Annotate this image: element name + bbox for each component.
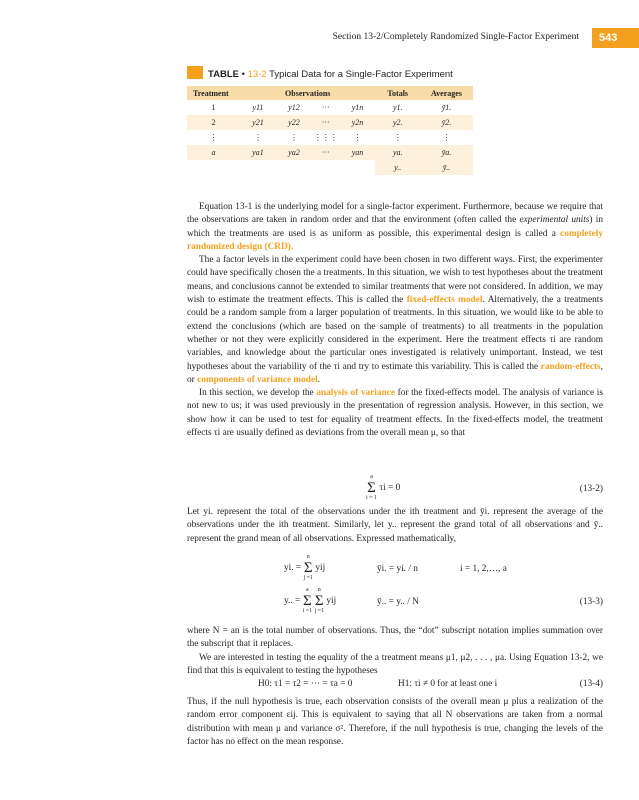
equation-13-3a-mean: ȳi. = yi. / n [377, 564, 418, 574]
table-cell: ȳa. [420, 145, 473, 160]
running-title: Section 13-2/Completely Randomized Single-Factor Experiment [332, 32, 579, 42]
equation-13-3b: y.. = a Σ i =1 n Σ j =1 yij [284, 587, 337, 614]
table-cell: ⋮ [289, 133, 298, 142]
equation-13-3a-range: i = 1, 2,…, a [460, 564, 507, 574]
caption-square-icon [187, 66, 203, 79]
term-random-effects: random-effects [540, 361, 601, 372]
table-cell: ȳ1. [441, 103, 452, 112]
table-row [187, 145, 473, 160]
table-cell: ⋮ [353, 133, 362, 142]
table-row [187, 100, 473, 115]
body-text [187, 696, 603, 749]
table-cell: y1n [351, 103, 364, 112]
table-cell: y12 [288, 103, 300, 112]
table-cell: ⋮ [253, 133, 262, 142]
equation-number: (13-4) [579, 679, 603, 689]
running-header [0, 28, 639, 48]
table-cell: ··· [312, 145, 340, 160]
table-cell: y1. [392, 103, 403, 112]
header-totals: Totals [375, 86, 419, 100]
paragraph: Let yi. represent the total of the observations under the ith treatment and ȳi. represent the average of the observations under the ith treatment. Similarly, let y.. represent the grand total of all observations and ȳ.. represent the grand mean of all observations. Expressed mathematically, [187, 507, 603, 544]
data-table [187, 86, 473, 175]
table-cell: ȳ2. [420, 115, 473, 130]
table-cell: ··· [312, 115, 340, 130]
table-cell: 1 [211, 103, 216, 112]
term-fixed-effects: fixed-effects model [406, 295, 483, 306]
table-row [187, 115, 473, 130]
header-observations: Observations [240, 86, 376, 100]
table-number: 13-2 [247, 69, 267, 80]
table-cell: ··· [321, 103, 330, 112]
paragraph: Equation 13-1 is the underlying model for a single-factor experiment. Furthermore, because we require that the observations are taken in random order and that the environment (often called the experimental units) in which the treatments are used is as uniform as possible, this experimental design is called a completely randomized design (CRD). [187, 202, 604, 252]
equation-13-4-h1: H1: τi ≠ 0 for at least one i [398, 679, 498, 689]
table-row [187, 130, 473, 145]
table-grand-row [187, 160, 473, 175]
grand-total: y.. [375, 160, 419, 175]
paragraph: where N = an is the total number of observations. Thus, the “dot” subscript notation implies summation over the subscript that it replaces. [187, 626, 603, 650]
page-number: 543 [592, 28, 639, 48]
table-cell: y2n [339, 115, 375, 130]
table-cell: ya1 [240, 145, 276, 160]
table-cell: yan [339, 145, 375, 160]
table-cell: 2 [187, 115, 240, 130]
table-label: TABLE [208, 69, 239, 80]
term-components-of-variance: components of variance model [197, 374, 318, 385]
equation-13-3b-mean: ȳ.. = y.. / N [377, 597, 419, 607]
term-crd: completely randomized design (CRD). [187, 228, 603, 252]
table-cell: ya. [375, 145, 419, 160]
table-header-row [187, 86, 473, 100]
table-cell: y11 [252, 103, 264, 112]
table-cell: ⋮ [209, 133, 218, 142]
table-bullet: • [241, 69, 245, 80]
paragraph: Thus, if the null hypothesis is true, each observation consists of the overall mean μ plus a realization of the random error component εij. This is equivalent to saying that all N observations are taken from a normal distribution with mean μ and variance σ². Therefore, if the null hypothesis is true, changing the levels of the factor has no effect on the mean response. [187, 697, 603, 747]
equation-number: (13-2) [579, 484, 603, 494]
table-cell: ⋮ [393, 133, 402, 142]
table-cell: y2. [375, 115, 419, 130]
table-cell: a [187, 145, 240, 160]
paragraph: In this section, we develop the analysis of variance for the fixed-effects model. The analysis of variance is not new to us; it was used previously in the presentation of regression analysis. However, in this section, we show how it can be used to test for equality of treatment effects. In the fixed-effects model, the treatment effects τi are usually defined as deviations from the overall mean μ, so that [187, 388, 603, 439]
equation-13-2: a Σ i = 1 τi = 0 [366, 474, 401, 501]
table-cell: y22 [276, 115, 312, 130]
grand-mean: ȳ.. [420, 160, 473, 175]
header-averages: Averages [420, 86, 473, 100]
equation-number: (13-3) [579, 597, 603, 607]
table-caption [187, 66, 453, 80]
body-text [187, 506, 603, 546]
header-treatment: Treatment [187, 86, 240, 100]
table-cell: ⋮ [442, 133, 451, 142]
equation-13-3a: yi. = n Σ j =1 yij [284, 554, 326, 581]
equation-13-4-h0: H0: τ1 = τ2 = ··· = τa = 0 [258, 679, 353, 689]
table-caption-text: Typical Data for a Single-Factor Experiment [269, 69, 453, 80]
table-cell: ya2 [276, 145, 312, 160]
paragraph: We are interested in testing the equality of the a treatment means μ1, μ2, . . . , μa. Using Equation 13-2, we find that this is equivalent to testing the hypotheses [187, 652, 603, 676]
term-anova: analysis of variance [316, 388, 395, 399]
table-cell: y21 [240, 115, 276, 130]
table-cell: ⋮⋮⋮ [313, 133, 338, 142]
body-text [187, 201, 603, 440]
body-text [187, 625, 603, 678]
paragraph: The a factor levels in the experiment could have been chosen in two different ways. First, the experimenter could have specifically chosen the a treatments. In this situation, we wish to test hypotheses about the treatment means, and conclusions cannot be extended to similar treatments that were not considered. In addition, we may wish to estimate the treatment effects. This is called the fixed-effects model. Alternatively, the a treatments could be a random sample from a larger population of treatments. In this situation, we would like to be able to extend the conclusions (which are based on the sample of treatments) to all treatments in the population whether or not they were explicitly considered in the experiment. Here the treatment effects τi are random variables, and knowledge about the particular ones investigated is relatively unimportant. Instead, we test hypotheses about the variability of the τi and try to estimate this variability. This is called the random-effects, or components of variance model. [187, 255, 603, 385]
